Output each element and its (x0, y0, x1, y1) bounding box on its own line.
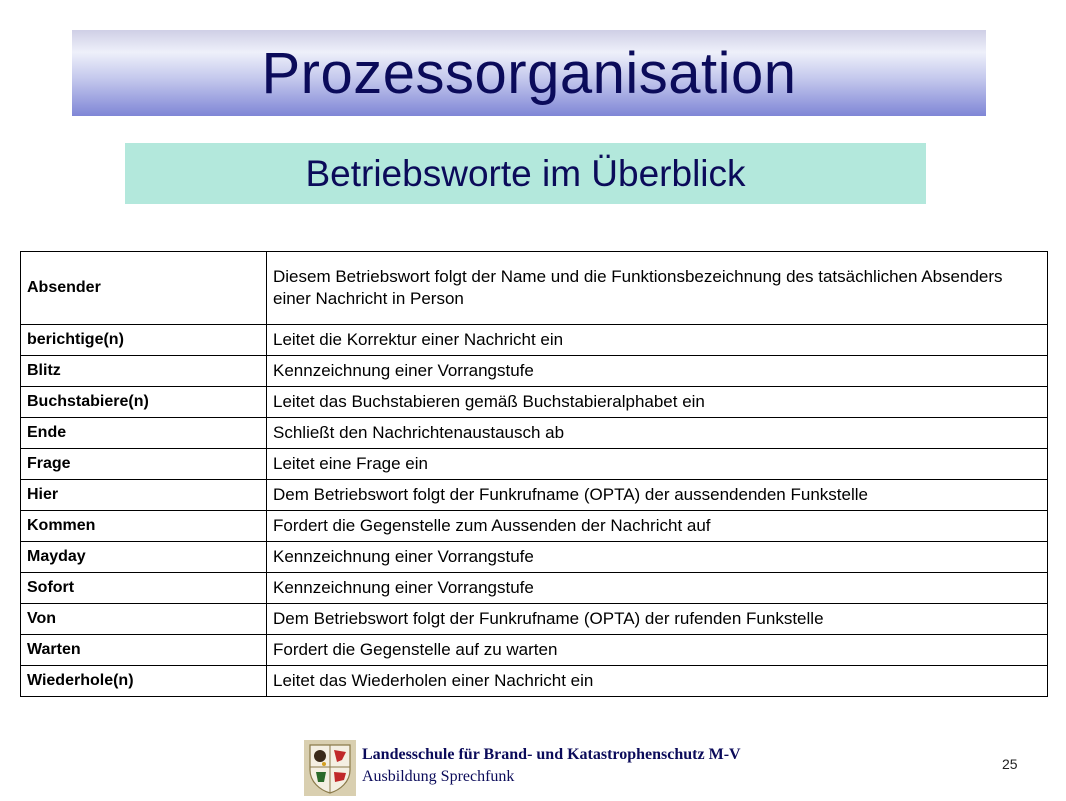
table-row (21, 325, 1048, 356)
betriebsworte-table (20, 251, 1048, 697)
description-cell: Fordert die Gegenstelle auf zu warten (267, 635, 1048, 666)
description-cell: Kennzeichnung einer Vorrangstufe (267, 356, 1048, 387)
term-cell: Wiederhole(n) (21, 666, 267, 697)
term-cell: Kommen (21, 511, 267, 542)
description-cell: Leitet die Korrektur einer Nachricht ein (267, 325, 1048, 356)
table-row (21, 542, 1048, 573)
table-row (21, 604, 1048, 635)
page-number: 25 (1002, 756, 1018, 772)
term-cell: Von (21, 604, 267, 635)
term-cell: Ende (21, 418, 267, 449)
term-cell: Mayday (21, 542, 267, 573)
footer-institution: Landesschule für Brand- und Katastrophenschutz M-V (362, 746, 741, 763)
description-cell: Leitet eine Frage ein (267, 449, 1048, 480)
term-cell: berichtige(n) (21, 325, 267, 356)
table-row (21, 511, 1048, 542)
description-cell: Schließt den Nachrichtenaustausch ab (267, 418, 1048, 449)
description-cell: Kennzeichnung einer Vorrangstufe (267, 573, 1048, 604)
table-row (21, 635, 1048, 666)
table-row (21, 666, 1048, 697)
table-row (21, 418, 1048, 449)
subtitle-box (125, 143, 926, 204)
description-cell: Dem Betriebswort folgt der Funkrufname (OPTA) der aussendenden Funkstelle (267, 480, 1048, 511)
term-cell: Hier (21, 480, 267, 511)
description-cell: Fordert die Gegenstelle zum Aussenden der Nachricht auf (267, 511, 1048, 542)
description-cell: Diesem Betriebswort folgt der Name und die Funktionsbezeichnung des tatsächlichen Absenders einer Nachricht in Person (267, 252, 1048, 325)
footer-course: Ausbildung Sprechfunk (362, 768, 515, 785)
description-cell: Dem Betriebswort folgt der Funkrufname (OPTA) der rufenden Funkstelle (267, 604, 1048, 635)
page-subtitle: Betriebsworte im Überblick (305, 152, 746, 194)
description-cell: Leitet das Wiederholen einer Nachricht ein (267, 666, 1048, 697)
table-row (21, 480, 1048, 511)
term-cell: Absender (21, 252, 267, 325)
table-row (21, 356, 1048, 387)
coat-of-arms-icon (304, 740, 356, 796)
table-row (21, 573, 1048, 604)
term-cell: Frage (21, 449, 267, 480)
term-cell: Sofort (21, 573, 267, 604)
table-row (21, 449, 1048, 480)
table-row (21, 252, 1048, 325)
table-row (21, 387, 1048, 418)
page-title: Prozessorganisation (261, 40, 797, 106)
description-cell: Kennzeichnung einer Vorrangstufe (267, 542, 1048, 573)
term-cell: Warten (21, 635, 267, 666)
term-cell: Buchstabiere(n) (21, 387, 267, 418)
term-cell: Blitz (21, 356, 267, 387)
description-cell: Leitet das Buchstabieren gemäß Buchstabieralphabet ein (267, 387, 1048, 418)
title-band (72, 30, 986, 116)
